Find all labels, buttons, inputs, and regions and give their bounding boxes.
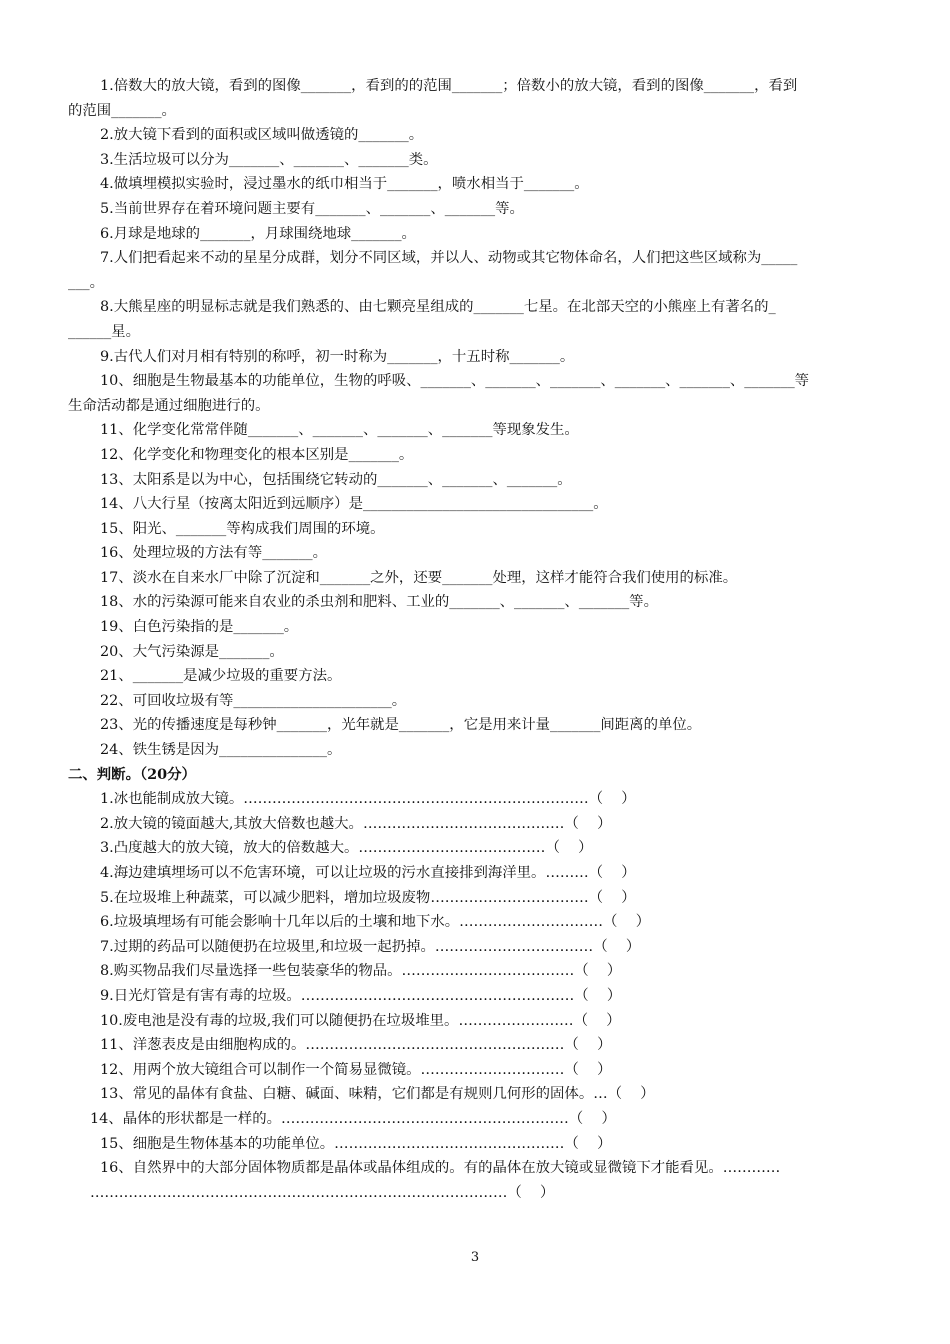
judge-item-15: 15、细胞是生物体基本的功能单位。…………………………………………（ ） bbox=[100, 1135, 612, 1152]
question-20: 20、大气污染源是_______。 bbox=[100, 643, 284, 660]
question-9: 9.古代人们对月相有特别的称呼，初一时称为_______，十五时称_______。 bbox=[100, 348, 575, 365]
judge-item-8: 8.购买物品我们尽量选择一些包装豪华的物品。………………………………（ ） bbox=[100, 963, 622, 980]
question-11: 11、化学变化常常伴随_______、_______、_______、_______等现象发生。 bbox=[100, 422, 579, 439]
question-7: 7.人们把看起来不动的星星分成群，划分不同区域，并以人、动物或其它物体命名，人们把这些区域称为_____ bbox=[100, 250, 798, 267]
question-8: 8.大熊星座的明显标志就是我们熟悉的、由七颗亮星组成的_______七星。在北部天空的小熊座上有著名的_ bbox=[100, 299, 776, 316]
worksheet-body bbox=[68, 74, 883, 1205]
judge-item-1: 1.冰也能制成放大镜。………………………………………………………………（ ） bbox=[100, 791, 636, 808]
question-18: 18、水的污染源可能来自农业的杀虫剂和肥料、工业的_______、_______、_______等。 bbox=[100, 594, 658, 611]
question-19: 19、白色污染指的是_______。 bbox=[100, 619, 299, 636]
question-4: 4.做填埋模拟实验时，浸过墨水的纸巾相当于_______，喷水相当于_______。 bbox=[100, 176, 589, 193]
question-3: 3.生活垃圾可以分为_______、_______、_______类。 bbox=[100, 151, 438, 168]
question-21: 21、_______是减少垃圾的重要方法。 bbox=[100, 668, 342, 685]
question-24: 24、铁生锈是因为_______________。 bbox=[100, 742, 342, 759]
judge-item-10: 10.废电池是没有毒的垃圾,我们可以随便扔在垃圾堆里。……………………（ ） bbox=[100, 1012, 621, 1029]
question-6: 6.月球是地球的_______，月球围绕地球_______。 bbox=[100, 225, 416, 242]
judge-item-4: 4.海边建填埋场可以不危害环境，可以让垃圾的污水直接排到海洋里。………（ ） bbox=[100, 865, 636, 881]
judge-item-11: 11、洋葱表皮是由细胞构成的。………………………………………………（ ） bbox=[100, 1037, 612, 1054]
question-8-cont: ______星。 bbox=[68, 323, 140, 340]
judge-item-16: 16、自然界中的大部分固体物质都是晶体或晶体组成的。有的晶体在放大镜或显微镜下才能看见。………… bbox=[100, 1160, 781, 1177]
question-23: 23、光的传播速度是每秒钟_______，光年就是_______，它是用来计量_______间距离的单位。 bbox=[100, 717, 702, 734]
judge-item-2: 2.放大镜的镜面越大,其放大倍数也越大。……………………………………（ ） bbox=[100, 815, 612, 832]
judge-item-5: 5.在垃圾堆上种蔬菜，可以减少肥料，增加垃圾废物……………………………（ ） bbox=[100, 889, 636, 906]
judge-item-9: 9.日光灯管是有害有毒的垃圾。…………………………………………………（ ） bbox=[100, 987, 622, 1004]
judge-item-3: 3.凸度越大的放大镜，放大的倍数越大。…………………………………（ ） bbox=[100, 840, 593, 857]
judge-item-13: 13、常见的晶体有食盐、白糖、碱面、味精，它们都是有规则几何形的固体。…（ ） bbox=[100, 1086, 655, 1103]
judge-item-14: 14、晶体的形状都是一样的。……………………………………………………（ ） bbox=[90, 1110, 616, 1127]
question-16: 16、处理垃圾的方法有等_______。 bbox=[100, 545, 327, 562]
judge-item-7: 7.过期的药品可以随便扔在垃圾里,和垃圾一起扔掉。……………………………（ ） bbox=[100, 938, 641, 955]
question-10: 10、细胞是生物最基本的功能单位，生物的呼吸、_______、_______、_______、_______、_______、_______等 bbox=[100, 373, 810, 390]
question-13: 13、太阳系是以为中心，包括围绕它转动的_______、_______、_______。 bbox=[100, 471, 572, 488]
question-12: 12、化学变化和物理变化的根本区别是_______。 bbox=[100, 446, 414, 463]
question-2: 2.放大镜下看到的面积或区域叫做透镜的_______。 bbox=[100, 127, 424, 144]
question-5: 5.当前世界存在着环境问题主要有_______、_______、_______等。 bbox=[100, 200, 524, 217]
page-number: 3 bbox=[470, 1250, 480, 1265]
question-14: 14、八大行星（按离太阳近到远顺序）是________________________________。 bbox=[100, 496, 608, 513]
judge-item-12: 12、用两个放大镜组合可以制作一个简易显微镜。…………………………（ ） bbox=[100, 1061, 612, 1078]
question-22: 22、可回收垃圾有等______________________。 bbox=[100, 692, 407, 709]
question-1-cont: 的范围_______。 bbox=[68, 102, 176, 119]
question-7-cont: ___。 bbox=[68, 274, 104, 291]
judge-item-6: 6.垃圾填埋场有可能会影响十几年以后的土壤和地下水。…………………………（ ） bbox=[100, 914, 651, 931]
judge-item-16-cont: ……………………………………………………………………………（ ） bbox=[90, 1184, 555, 1201]
question-1: 1.倍数大的放大镜，看到的图像_______，看到的的范围_______；倍数小的放大镜，看到的图像_______，看到 bbox=[100, 78, 798, 94]
question-17: 17、淡水在自来水厂中除了沉淀和_______之外，还要_______处理，这样才能符合我们使用的标准。 bbox=[100, 569, 738, 586]
question-10-cont: 生命活动都是通过细胞进行的。 bbox=[68, 397, 270, 414]
section-title-judge: 二、判断。（20分） bbox=[68, 765, 196, 783]
question-15: 15、阳光、_______等构成我们周围的环境。 bbox=[100, 520, 385, 537]
